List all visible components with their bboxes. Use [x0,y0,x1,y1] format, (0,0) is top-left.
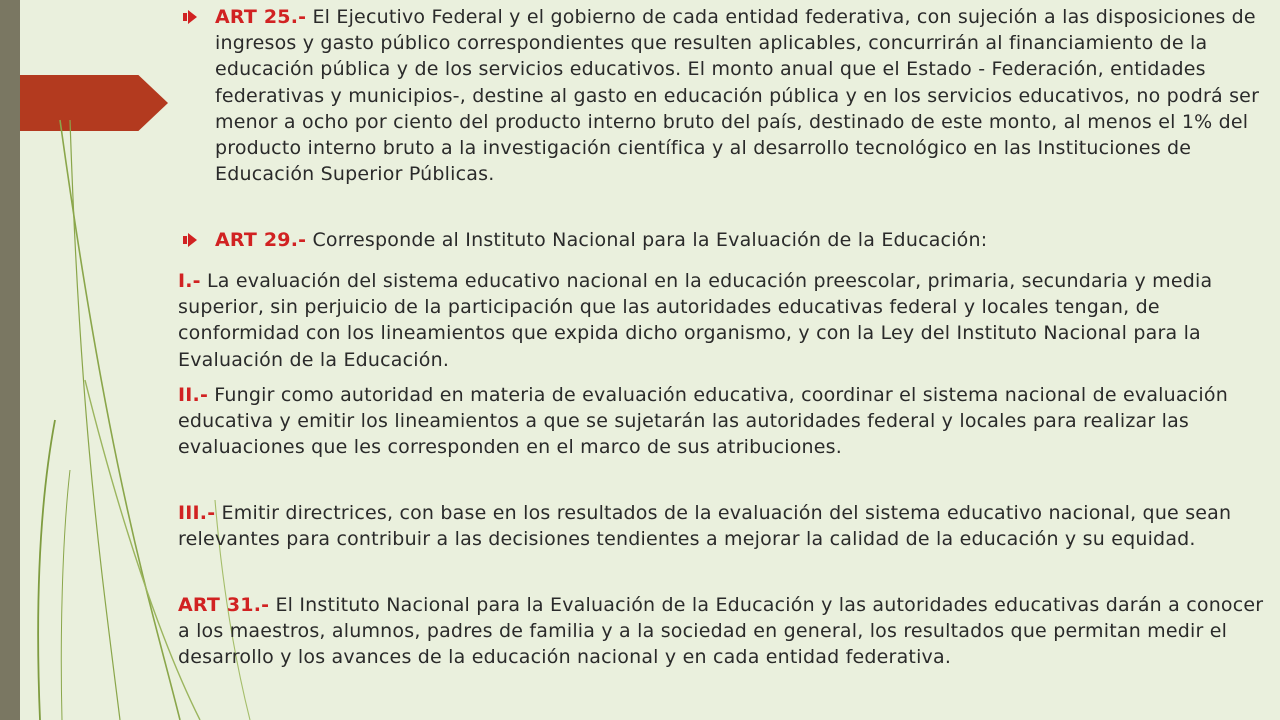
article-29-text: Corresponde al Instituto Nacional para la Evaluación de la Educación: [306,229,988,251]
section-i-text: La evaluación del sistema educativo nacional en la educación preescolar, primaria, secundaria y media superior, sin perjuicio de la participación que las autoridades educativas federal y locales tengan, de conformidad con los lineamientos que expida dicho organismo, y con la Ley del Instituto Nacional para la Evaluación de la Educación. [178,270,1213,371]
article-31-label: ART 31.- [178,594,270,616]
section-ii [178,382,1278,461]
bullet-arrow-icon [183,232,197,248]
article-31 [178,592,1278,671]
article-31-text: El Instituto Nacional para la Evaluación de la Educación y las autoridades educativas darán a conocer a los maestros, alumnos, padres de familia y a la sociedad en general, los resultados que permitan medir el desarrollo y los avances de la educación nacional y en cada entidad federativa. [178,594,1264,669]
section-ii-text: Fungir como autoridad en materia de evaluación educativa, coordinar el sistema nacional de evaluación educativa y emitir los lineamientos a que se sujetarán las autoridades federal y locales para realizar las evaluaciones que les corresponden en el marco de sus atribuciones. [178,384,1228,459]
section-iii [178,500,1278,552]
article-25-label: ART 25.- [215,6,307,28]
bullet-arrow-icon [183,9,197,25]
section-iii-text: Emitir directrices, con base en los resultados de la evaluación del sistema educativo nacional, que sean relevantes para contribuir a las decisiones tendientes a mejorar la calidad de la educación y su equidad. [178,502,1232,551]
article-25 [215,4,1275,187]
section-i [178,268,1278,373]
section-ii-label: II.- [178,384,209,406]
section-iii-label: III.- [178,502,216,524]
article-29 [215,227,1275,253]
article-25-text: El Ejecutivo Federal y el gobierno de cada entidad federativa, con sujeción a las disposiciones de ingresos y gasto público correspondientes que resulten aplicables, concurrirán al financiamiento de la educación pública y de los servicios educativos. El monto anual que el Estado - Federación, entidades federativas y municipios-, destine al gasto en educación pública y en los servicios educativos, no podrá ser menor a ocho por ciento del producto interno bruto del país, destinado de este monto, al menos el 1% del producto interno bruto a la investigación científica y al desarrollo tecnológico en las Instituciones de Educación Superior Públicas. [215,6,1260,186]
article-29-label: ART 29.- [215,229,307,251]
section-i-label: I.- [178,270,201,292]
